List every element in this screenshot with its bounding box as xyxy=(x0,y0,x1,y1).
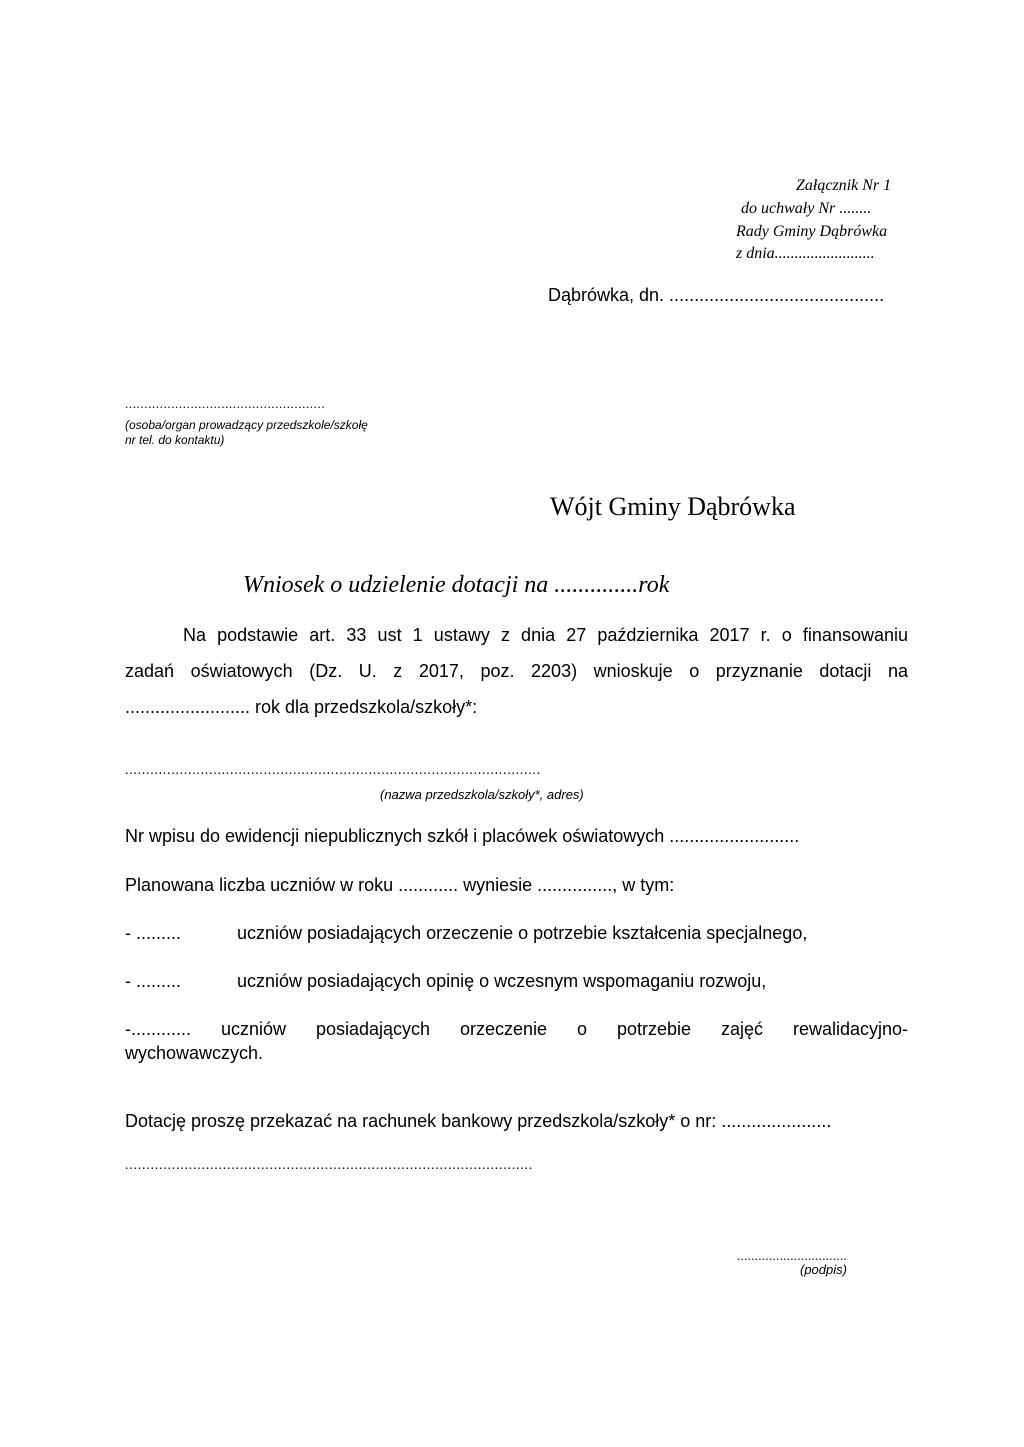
item-special-education-text: uczniów posiadających orzeczenie o potrzebie kształcenia specjalnego, xyxy=(237,923,808,943)
annex-number: Załącznik Nr 1 xyxy=(796,177,892,194)
applicant-caption-line2: nr tel. do kontaktu) xyxy=(125,433,225,447)
place-date-field[interactable]: Dąbrówka, dn. ........................................... xyxy=(548,285,885,305)
annex-council: Rady Gminy Dąbrówka xyxy=(736,223,888,240)
item-early-support-prefix[interactable]: - ......... xyxy=(125,971,182,991)
annex-date: z dnia......................... xyxy=(736,245,875,262)
addressee-heading: Wójt Gminy Dąbrówka xyxy=(550,492,796,521)
item-rehabilitation-line-2: wychowawczych. xyxy=(125,1043,264,1063)
signature-caption: (podpis) xyxy=(800,1262,847,1277)
document-title: Wniosek o udzielenie dotacji na ..............rok xyxy=(243,572,670,598)
applicant-caption-line1: (osoba/organ prowadzący przedszkole/szkołę xyxy=(125,418,368,432)
planned-pupils-line[interactable]: Planowana liczba uczniów w roku ............ wyniesie ..............., w tym: xyxy=(125,875,675,895)
intro-line-3[interactable]: ......................... rok dla przedszkola/szkoły*: xyxy=(125,697,478,717)
applicant-dotted-line[interactable]: .................................................... xyxy=(125,396,326,411)
intro-line-2: zadań oświatowych (Dz. U. z 2017, poz. 2203) wnioskuje o przyznanie dotacji na xyxy=(125,661,908,681)
annex-resolution: do uchwały Nr ........ xyxy=(741,200,872,217)
school-name-dotted-line[interactable]: ................................................................................................... xyxy=(125,763,541,778)
item-special-education-prefix[interactable]: - ......... xyxy=(125,923,182,943)
signature-dotted-line[interactable]: ............................... xyxy=(737,1248,848,1263)
item-early-support-text: uczniów posiadających opinię o wczesnym wspomaganiu rozwoju, xyxy=(237,971,767,991)
bank-account-line[interactable]: Dotację proszę przekazać na rachunek bankowy przedszkola/szkoły* o nr: ...................... xyxy=(125,1111,832,1131)
intro-line-1: Na podstawie art. 33 ust 1 ustawy z dnia 27 października 2017 r. o finansowaniu xyxy=(183,625,908,645)
registry-number-line[interactable]: Nr wpisu do ewidencji niepublicznych szkół i placówek oświatowych .......................... xyxy=(125,826,800,846)
item-rehabilitation-line-1[interactable]: -............ uczniów posiadających orzeczenie o potrzebie zajęć rewalidacyjno- xyxy=(125,1019,908,1039)
school-name-caption: (nazwa przedszkola/szkoły*, adres) xyxy=(380,787,584,802)
bank-account-dotted-line[interactable]: ................................................................................................ xyxy=(125,1158,533,1173)
